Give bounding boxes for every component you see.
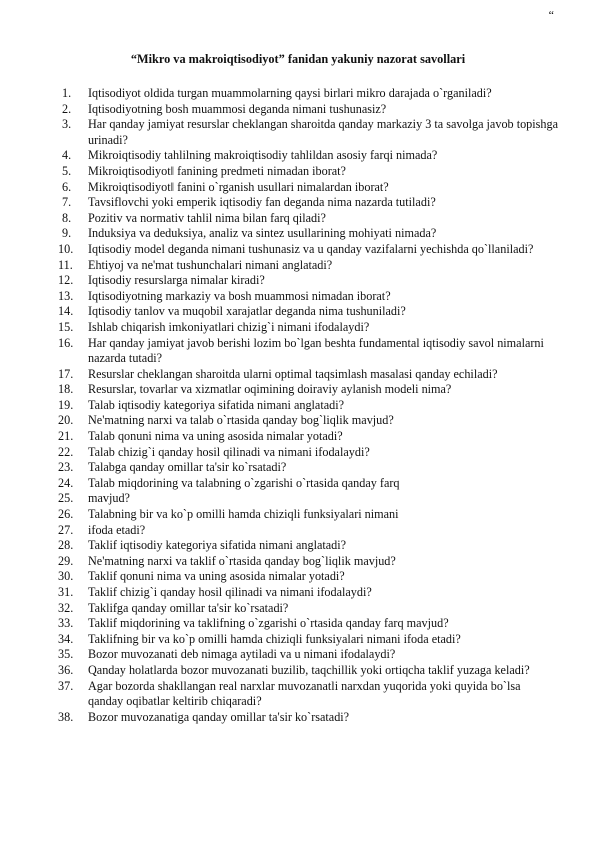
question-item xyxy=(0,398,596,414)
question-text: Induksiya va deduksiya, analiz va sintez usullarining mohiyati nimada? xyxy=(88,226,437,241)
question-number: 14. xyxy=(58,304,74,319)
question-item xyxy=(0,460,596,476)
question-item xyxy=(0,710,596,726)
question-text: Agar bozorda shakllangan real narxlar muvozanatli narxdan yuqorida yoki quyida bo`lsa qanday oqibatlar keltirib chiqaradi? xyxy=(88,678,521,709)
corner-quote-mark: “ xyxy=(548,8,554,22)
question-number: 18. xyxy=(58,382,74,397)
question-text: Mikroiqtisodiyot‖ fanini o`rganish usullari nimalardan iborat? xyxy=(88,179,389,194)
question-number: 19. xyxy=(58,397,74,412)
question-item xyxy=(0,382,596,398)
question-text: Taklifga qanday omillar ta'sir ko`rsatadi? xyxy=(88,600,289,615)
question-text: Taklif iqtisodiy kategoriya sifatida nimani anglatadi? xyxy=(88,538,347,553)
question-item xyxy=(0,523,596,539)
question-item xyxy=(0,647,596,663)
question-number: 32. xyxy=(58,600,74,615)
question-number: 35. xyxy=(58,647,74,662)
question-item xyxy=(0,195,596,211)
question-text: Talabning bir va ko`p omilli hamda chiziqli funksiyalari nimani xyxy=(88,507,399,522)
question-number: 12. xyxy=(58,273,74,288)
question-text: Har qanday jamiyat javob berishi lozim bo`lgan beshta fundamental iqtisodiy savol nimalarni nazarda tutadi? xyxy=(88,335,544,366)
question-item xyxy=(0,554,596,570)
question-text: Iqtisodiy tanlov va muqobil xarajatlar deganda nima tushuniladi? xyxy=(88,304,406,319)
question-item xyxy=(0,304,596,320)
question-item xyxy=(0,632,596,648)
question-number: 15. xyxy=(58,319,74,334)
question-text: Talab iqtisodiy kategoriya sifatida nimani anglatadi? xyxy=(88,397,345,412)
question-text: ifoda etadi? xyxy=(88,522,146,537)
question-item xyxy=(0,226,596,242)
question-number: 37. xyxy=(58,678,74,693)
question-item xyxy=(0,663,596,679)
question-text: Talabga qanday omillar ta'sir ko`rsatadi? xyxy=(88,460,287,475)
question-number: 9. xyxy=(62,226,72,241)
question-number: 38. xyxy=(58,709,74,724)
question-text: Iqtisodiyotning markaziy va bosh muammosi nimadan iborat? xyxy=(88,288,391,303)
question-text: Iqtisodiy resurslarga nimalar kiradi? xyxy=(88,273,265,288)
question-item xyxy=(0,507,596,523)
question-text: Qanday holatlarda bozor muvozanati buzilib, taqchillik yoki ortiqcha taklif yuzaga keladi? xyxy=(88,662,530,677)
question-item xyxy=(0,679,596,710)
question-text: Taklif qonuni nima va uning asosida nimalar yotadi? xyxy=(88,569,345,584)
question-text: Mikroiqtisodiyot‖ fanining predmeti nimadan iborat? xyxy=(88,163,346,178)
question-text: Ne'matning narxi va taklif o`rtasida qanday bog`liqlik mavjud? xyxy=(88,553,396,568)
question-number: 8. xyxy=(62,210,72,225)
question-number: 29. xyxy=(58,553,74,568)
question-text: Resurslar cheklangan sharoitda ularni optimal taqsimlash masalasi qanday echiladi? xyxy=(88,366,498,381)
question-number: 2. xyxy=(62,101,72,116)
question-number: 17. xyxy=(58,366,74,381)
question-item xyxy=(0,601,596,617)
question-number: 16. xyxy=(58,335,74,350)
question-text: Taklif chizig`i qanday hosil qilinadi va nimani ifodalaydi? xyxy=(88,585,372,599)
question-number: 20. xyxy=(58,413,74,428)
question-item xyxy=(0,180,596,196)
question-number: 7. xyxy=(62,195,72,210)
question-item xyxy=(0,242,596,258)
question-text: Ne'matning narxi va talab o`rtasida qanday bog`liqlik mavjud? xyxy=(88,413,394,428)
question-text: Talab qonuni nima va uning asosida nimalar yotadi? xyxy=(88,429,343,444)
question-item xyxy=(0,445,596,461)
question-text: Taklif miqdorining va taklifning o`zgarishi o`rtasida qanday farq mavjud? xyxy=(88,616,449,631)
question-text: Pozitiv va normativ tahlil nima bilan farq qiladi? xyxy=(88,210,326,225)
question-number: 6. xyxy=(62,179,72,194)
question-number: 10. xyxy=(58,241,74,256)
question-text: Ishlab chiqarish imkoniyatlari chizig`i nimani ifodalaydi? xyxy=(88,319,370,334)
question-text: Bozor muvozanatiga qanday omillar ta'sir ko`rsatadi? xyxy=(88,709,350,724)
question-item xyxy=(0,569,596,585)
question-item xyxy=(0,476,596,492)
question-item xyxy=(0,413,596,429)
question-number: 21. xyxy=(58,429,74,444)
question-number: 23. xyxy=(58,460,74,475)
question-item xyxy=(0,538,596,554)
question-text: Ehtiyoj va ne'mat tushunchalari nimani anglatadi? xyxy=(88,257,333,272)
question-item xyxy=(0,367,596,383)
question-item xyxy=(0,336,596,367)
question-list xyxy=(0,86,596,725)
question-text: Har qanday jamiyat resurslar cheklangan sharoitda qanday markaziy 3 ta savolga javob topishga urinadi? xyxy=(88,117,558,147)
question-item xyxy=(0,102,596,118)
question-item xyxy=(0,320,596,336)
question-item xyxy=(0,585,596,601)
question-text: Iqtisodiy model deganda nimani tushunasiz va u qanday vazifalarni yechishda qo`llaniladi? xyxy=(88,241,534,256)
question-text: Mikroiqtisodiy tahlilning makroiqtisodiy tahlildan asosiy farqi nimada? xyxy=(88,148,438,163)
question-number: 22. xyxy=(58,444,74,459)
question-text: Talab chizig`i qanday hosil qilinadi va nimani ifodalaydi? xyxy=(88,444,370,459)
question-number: 28. xyxy=(58,538,74,553)
question-item xyxy=(0,616,596,632)
question-number: 33. xyxy=(58,616,74,631)
question-text: Talab miqdorining va talabning o`zgarishi o`rtasida qanday farq xyxy=(88,475,400,490)
question-item xyxy=(0,273,596,289)
question-text: Iqtisodiyot oldida turgan muammolarning qaysi birlari mikro darajada o`rganiladi? xyxy=(88,86,492,100)
document-title: “Mikro va makroiqtisodiyot” fanidan yakuniy nazorat savollari xyxy=(130,52,466,66)
question-number: 36. xyxy=(58,662,74,677)
question-number: 5. xyxy=(62,163,72,178)
question-number: 30. xyxy=(58,569,74,584)
question-number: 13. xyxy=(58,288,74,303)
question-number: 11. xyxy=(58,257,73,272)
question-number: 31. xyxy=(58,585,74,599)
question-text: Taklifning bir va ko`p omilli hamda chiziqli funksiyalari nimani ifoda etadi? xyxy=(88,631,461,646)
question-item xyxy=(0,164,596,180)
question-item xyxy=(0,211,596,227)
question-text: Tavsiflovchi yoki emperik iqtisodiy fan deganda nima nazarda tutiladi? xyxy=(88,195,436,210)
question-text: Bozor muvozanati deb nimaga aytiladi va u nimani ifodalaydi? xyxy=(88,647,396,662)
question-text: mavjud? xyxy=(88,491,130,506)
question-text: Resurslar, tovarlar va xizmatlar oqimining doiraviy aylanish modeli nima? xyxy=(88,382,452,397)
question-item xyxy=(0,148,596,164)
question-item xyxy=(0,117,596,148)
question-item xyxy=(0,258,596,274)
question-number: 25. xyxy=(58,491,74,506)
question-text: Iqtisodiyotning bosh muammosi deganda nimani tushunasiz? xyxy=(88,101,387,116)
question-item xyxy=(0,289,596,305)
question-item xyxy=(0,491,596,507)
question-number: 34. xyxy=(58,631,74,646)
question-number: 26. xyxy=(58,507,74,522)
question-number: 4. xyxy=(62,148,72,163)
question-number: 1. xyxy=(62,86,72,100)
question-number: 27. xyxy=(58,522,74,537)
question-item xyxy=(0,429,596,445)
question-number: 3. xyxy=(62,117,72,132)
question-item xyxy=(0,86,596,102)
question-number: 24. xyxy=(58,475,74,490)
